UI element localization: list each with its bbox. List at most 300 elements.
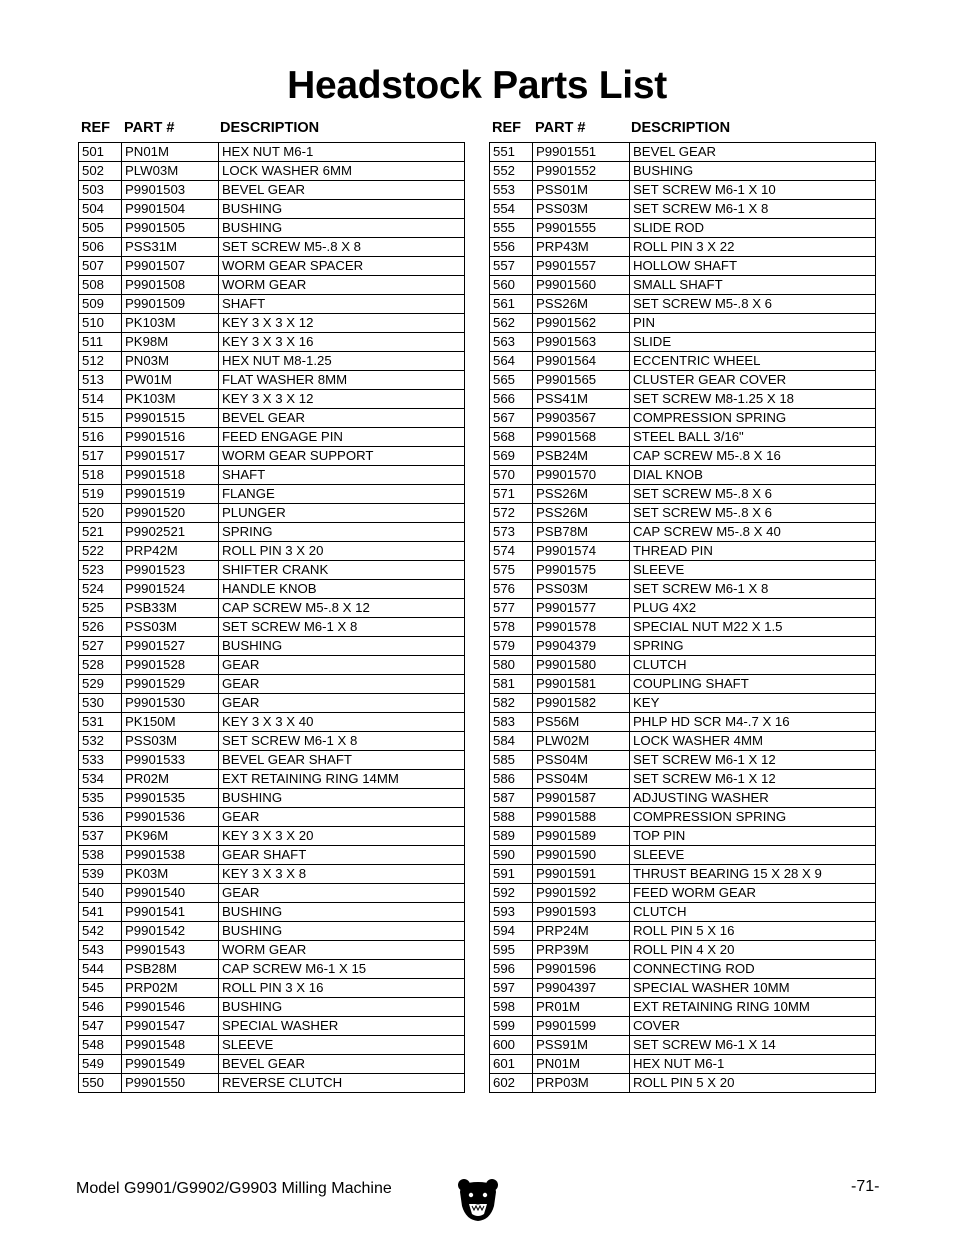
part-number-cell: P9901541 — [122, 903, 219, 922]
part-number-cell: P9901589 — [533, 827, 630, 846]
part-number-cell: P9901516 — [122, 428, 219, 447]
part-number-cell: P9901530 — [122, 694, 219, 713]
part-number-cell: P9901540 — [122, 884, 219, 903]
ref-cell: 547 — [79, 1017, 122, 1036]
table-row — [79, 466, 465, 485]
table-row — [490, 181, 876, 200]
part-number-cell: PRP02M — [122, 979, 219, 998]
part-number-cell: P9901533 — [122, 751, 219, 770]
part-number-cell: P9901557 — [533, 257, 630, 276]
description-cell: KEY 3 X 3 X 20 — [219, 827, 465, 846]
table-row — [79, 352, 465, 371]
ref-cell: 541 — [79, 903, 122, 922]
part-number-cell: P9901570 — [533, 466, 630, 485]
part-number-cell: PRP03M — [533, 1074, 630, 1093]
table-row — [490, 922, 876, 941]
ref-cell: 584 — [490, 732, 533, 751]
ref-cell: 546 — [79, 998, 122, 1017]
table-row — [490, 523, 876, 542]
description-cell: SHAFT — [219, 466, 465, 485]
description-cell: CLUTCH — [630, 903, 876, 922]
page-title: Headstock Parts List — [287, 64, 667, 107]
part-number-cell: PSB33M — [122, 599, 219, 618]
table-row — [490, 675, 876, 694]
ref-cell: 590 — [490, 846, 533, 865]
ref-cell: 587 — [490, 789, 533, 808]
table-row — [79, 295, 465, 314]
parts-column-right — [489, 116, 876, 1093]
table-row — [79, 827, 465, 846]
description-cell: SLEEVE — [630, 561, 876, 580]
description-cell: GEAR — [219, 675, 465, 694]
ref-cell: 518 — [79, 466, 122, 485]
part-number-cell: P9901546 — [122, 998, 219, 1017]
table-row — [79, 618, 465, 637]
part-number-cell: P9901529 — [122, 675, 219, 694]
description-cell: LOCK WASHER 6MM — [219, 162, 465, 181]
table-row — [490, 751, 876, 770]
ref-cell: 525 — [79, 599, 122, 618]
ref-cell: 535 — [79, 789, 122, 808]
description-cell: SET SCREW M6-1 X 14 — [630, 1036, 876, 1055]
description-cell: SET SCREW M6-1 X 8 — [219, 618, 465, 637]
description-cell: ROLL PIN 3 X 22 — [630, 238, 876, 257]
table-row — [79, 732, 465, 751]
ref-cell: 555 — [490, 219, 533, 238]
ref-cell: 522 — [79, 542, 122, 561]
part-number-cell: P9901565 — [533, 371, 630, 390]
description-cell: COMPRESSION SPRING — [630, 409, 876, 428]
description-cell: ROLL PIN 3 X 20 — [219, 542, 465, 561]
ref-cell: 513 — [79, 371, 122, 390]
table-header — [489, 116, 876, 142]
description-cell: PHLP HD SCR M4-.7 X 16 — [630, 713, 876, 732]
table-row — [490, 314, 876, 333]
table-row — [490, 979, 876, 998]
part-number-cell: P9903567 — [533, 409, 630, 428]
description-cell: THREAD PIN — [630, 542, 876, 561]
table-row — [490, 428, 876, 447]
description-cell: GEAR — [219, 884, 465, 903]
ref-cell: 588 — [490, 808, 533, 827]
ref-cell: 514 — [79, 390, 122, 409]
part-number-cell: P9901509 — [122, 295, 219, 314]
part-number-cell: PSS03M — [533, 580, 630, 599]
description-cell: LOCK WASHER 4MM — [630, 732, 876, 751]
part-number-cell: PN03M — [122, 352, 219, 371]
description-cell: BUSHING — [219, 903, 465, 922]
part-number-cell: P9901503 — [122, 181, 219, 200]
part-number-cell: P9901582 — [533, 694, 630, 713]
description-cell: FLANGE — [219, 485, 465, 504]
ref-cell: 552 — [490, 162, 533, 181]
description-cell: SET SCREW M6-1 X 10 — [630, 181, 876, 200]
description-cell: KEY 3 X 3 X 12 — [219, 390, 465, 409]
header-description: DESCRIPTION — [220, 120, 320, 136]
part-number-cell: P9901543 — [122, 941, 219, 960]
table-row — [490, 219, 876, 238]
description-cell: WORM GEAR SUPPORT — [219, 447, 465, 466]
ref-cell: 562 — [490, 314, 533, 333]
table-row — [79, 219, 465, 238]
ref-cell: 582 — [490, 694, 533, 713]
part-number-cell: PK96M — [122, 827, 219, 846]
table-row — [490, 542, 876, 561]
description-cell: TOP PIN — [630, 827, 876, 846]
table-row — [79, 409, 465, 428]
description-cell: REVERSE CLUTCH — [219, 1074, 465, 1093]
ref-cell: 577 — [490, 599, 533, 618]
table-row — [79, 504, 465, 523]
ref-cell: 571 — [490, 485, 533, 504]
part-number-cell: P9901599 — [533, 1017, 630, 1036]
description-cell: WORM GEAR SPACER — [219, 257, 465, 276]
description-cell: CAP SCREW M5-.8 X 40 — [630, 523, 876, 542]
table-row — [490, 637, 876, 656]
part-number-cell: P9901562 — [533, 314, 630, 333]
part-number-cell: PK150M — [122, 713, 219, 732]
ref-cell: 515 — [79, 409, 122, 428]
part-number-cell: P9901592 — [533, 884, 630, 903]
description-cell: BEVEL GEAR — [219, 1055, 465, 1074]
ref-cell: 533 — [79, 751, 122, 770]
part-number-cell: PSS26M — [533, 295, 630, 314]
table-row — [79, 1017, 465, 1036]
table-row — [79, 884, 465, 903]
part-number-cell: P9901590 — [533, 846, 630, 865]
ref-cell: 502 — [79, 162, 122, 181]
ref-cell: 534 — [79, 770, 122, 789]
parts-table-right — [489, 142, 876, 1093]
table-row — [490, 561, 876, 580]
ref-cell: 580 — [490, 656, 533, 675]
table-row — [79, 922, 465, 941]
part-number-cell: PSS91M — [533, 1036, 630, 1055]
description-cell: SPRING — [630, 637, 876, 656]
description-cell: COUPLING SHAFT — [630, 675, 876, 694]
table-row — [490, 732, 876, 751]
part-number-cell: PSB24M — [533, 447, 630, 466]
ref-cell: 548 — [79, 1036, 122, 1055]
part-number-cell: P9904397 — [533, 979, 630, 998]
description-cell: SET SCREW M8-1.25 X 18 — [630, 390, 876, 409]
description-cell: GEAR — [219, 656, 465, 675]
ref-cell: 599 — [490, 1017, 533, 1036]
part-number-cell: PSS01M — [533, 181, 630, 200]
table-row — [490, 485, 876, 504]
ref-cell: 543 — [79, 941, 122, 960]
table-header — [78, 116, 465, 142]
part-number-cell: P9901523 — [122, 561, 219, 580]
part-number-cell: P9901528 — [122, 656, 219, 675]
table-row — [490, 371, 876, 390]
description-cell: BUSHING — [219, 200, 465, 219]
description-cell: FEED ENGAGE PIN — [219, 428, 465, 447]
description-cell: CAP SCREW M5-.8 X 12 — [219, 599, 465, 618]
ref-cell: 563 — [490, 333, 533, 352]
ref-cell: 550 — [79, 1074, 122, 1093]
part-number-cell: P9901504 — [122, 200, 219, 219]
description-cell: SET SCREW M6-1 X 8 — [630, 580, 876, 599]
table-row — [79, 447, 465, 466]
table-row — [490, 903, 876, 922]
description-cell: CLUSTER GEAR COVER — [630, 371, 876, 390]
part-number-cell: P9901560 — [533, 276, 630, 295]
ref-cell: 568 — [490, 428, 533, 447]
description-cell: SET SCREW M5-.8 X 6 — [630, 295, 876, 314]
part-number-cell: PSS26M — [533, 504, 630, 523]
ref-cell: 593 — [490, 903, 533, 922]
table-row — [490, 599, 876, 618]
part-number-cell: PK98M — [122, 333, 219, 352]
description-cell: PIN — [630, 314, 876, 333]
description-cell: SHAFT — [219, 295, 465, 314]
table-row — [490, 200, 876, 219]
table-row — [79, 238, 465, 257]
description-cell: KEY 3 X 3 X 16 — [219, 333, 465, 352]
table-row — [79, 1074, 465, 1093]
ref-cell: 578 — [490, 618, 533, 637]
description-cell: BEVEL GEAR — [219, 409, 465, 428]
table-row — [490, 884, 876, 903]
part-number-cell: P9901515 — [122, 409, 219, 428]
ref-cell: 511 — [79, 333, 122, 352]
description-cell: BUSHING — [219, 219, 465, 238]
ref-cell: 598 — [490, 998, 533, 1017]
table-row — [79, 257, 465, 276]
description-cell: KEY 3 X 3 X 12 — [219, 314, 465, 333]
description-cell: BUSHING — [630, 162, 876, 181]
ref-cell: 549 — [79, 1055, 122, 1074]
table-row — [79, 428, 465, 447]
description-cell: PLUNGER — [219, 504, 465, 523]
ref-cell: 530 — [79, 694, 122, 713]
part-number-cell: P9901550 — [122, 1074, 219, 1093]
part-number-cell: PSS41M — [533, 390, 630, 409]
table-row — [79, 979, 465, 998]
ref-cell: 517 — [79, 447, 122, 466]
table-row — [490, 333, 876, 352]
ref-cell: 544 — [79, 960, 122, 979]
description-cell: EXT RETAINING RING 14MM — [219, 770, 465, 789]
table-row — [79, 656, 465, 675]
description-cell: PLUG 4X2 — [630, 599, 876, 618]
ref-cell: 602 — [490, 1074, 533, 1093]
description-cell: DIAL KNOB — [630, 466, 876, 485]
ref-cell: 554 — [490, 200, 533, 219]
part-number-cell: PSS03M — [533, 200, 630, 219]
description-cell: HOLLOW SHAFT — [630, 257, 876, 276]
part-number-cell: PN01M — [533, 1055, 630, 1074]
part-number-cell: P9901593 — [533, 903, 630, 922]
table-row — [490, 295, 876, 314]
table-row — [490, 276, 876, 295]
description-cell: STEEL BALL 3/16" — [630, 428, 876, 447]
description-cell: BUSHING — [219, 998, 465, 1017]
ref-cell: 519 — [79, 485, 122, 504]
ref-cell: 579 — [490, 637, 533, 656]
ref-cell: 516 — [79, 428, 122, 447]
table-row — [490, 618, 876, 637]
part-number-cell: P9901547 — [122, 1017, 219, 1036]
description-cell: CAP SCREW M6-1 X 15 — [219, 960, 465, 979]
description-cell: HEX NUT M6-1 — [630, 1055, 876, 1074]
table-row — [79, 770, 465, 789]
part-number-cell: P9904379 — [533, 637, 630, 656]
ref-cell: 594 — [490, 922, 533, 941]
ref-cell: 542 — [79, 922, 122, 941]
ref-cell: 509 — [79, 295, 122, 314]
ref-cell: 526 — [79, 618, 122, 637]
table-row — [79, 808, 465, 827]
part-number-cell: P9901551 — [533, 143, 630, 162]
table-row — [490, 846, 876, 865]
ref-cell: 596 — [490, 960, 533, 979]
part-number-cell: PRP43M — [533, 238, 630, 257]
part-number-cell: P9901564 — [533, 352, 630, 371]
part-number-cell: PSS31M — [122, 238, 219, 257]
table-row — [490, 808, 876, 827]
part-number-cell: P9901578 — [533, 618, 630, 637]
table-row — [490, 352, 876, 371]
part-number-cell: P9901581 — [533, 675, 630, 694]
description-cell: SLEEVE — [219, 1036, 465, 1055]
ref-cell: 540 — [79, 884, 122, 903]
table-row — [490, 789, 876, 808]
table-row — [79, 675, 465, 694]
table-row — [79, 580, 465, 599]
ref-cell: 539 — [79, 865, 122, 884]
description-cell: BEVEL GEAR SHAFT — [219, 751, 465, 770]
part-number-cell: PSS03M — [122, 732, 219, 751]
table-row — [490, 580, 876, 599]
table-row — [79, 542, 465, 561]
description-cell: ROLL PIN 5 X 16 — [630, 922, 876, 941]
part-number-cell: P9901527 — [122, 637, 219, 656]
part-number-cell: PLW02M — [533, 732, 630, 751]
description-cell: ROLL PIN 3 X 16 — [219, 979, 465, 998]
description-cell: WORM GEAR — [219, 276, 465, 295]
ref-cell: 528 — [79, 656, 122, 675]
part-number-cell: P9901508 — [122, 276, 219, 295]
description-cell: KEY — [630, 694, 876, 713]
table-row — [79, 1036, 465, 1055]
table-row — [490, 504, 876, 523]
description-cell: FLAT WASHER 8MM — [219, 371, 465, 390]
description-cell: SLEEVE — [630, 846, 876, 865]
table-row — [79, 998, 465, 1017]
description-cell: SPECIAL WASHER 10MM — [630, 979, 876, 998]
description-cell: BUSHING — [219, 922, 465, 941]
header-part: PART # — [124, 120, 175, 136]
ref-cell: 595 — [490, 941, 533, 960]
ref-cell: 538 — [79, 846, 122, 865]
description-cell: KEY 3 X 3 X 40 — [219, 713, 465, 732]
description-cell: SET SCREW M6-1 X 8 — [630, 200, 876, 219]
table-row — [490, 390, 876, 409]
description-cell: SPECIAL WASHER — [219, 1017, 465, 1036]
ref-cell: 551 — [490, 143, 533, 162]
part-number-cell: P9901580 — [533, 656, 630, 675]
part-number-cell: P9901552 — [533, 162, 630, 181]
ref-cell: 560 — [490, 276, 533, 295]
ref-cell: 520 — [79, 504, 122, 523]
part-number-cell: PRP39M — [533, 941, 630, 960]
description-cell: SET SCREW M6-1 X 12 — [630, 770, 876, 789]
ref-cell: 506 — [79, 238, 122, 257]
description-cell: SLIDE ROD — [630, 219, 876, 238]
header-part: PART # — [535, 120, 586, 136]
ref-cell: 536 — [79, 808, 122, 827]
table-row — [490, 143, 876, 162]
ref-cell: 501 — [79, 143, 122, 162]
part-number-cell: P9901574 — [533, 542, 630, 561]
description-cell: THRUST BEARING 15 X 28 X 9 — [630, 865, 876, 884]
ref-cell: 564 — [490, 352, 533, 371]
description-cell: COVER — [630, 1017, 876, 1036]
description-cell: BUSHING — [219, 789, 465, 808]
table-row — [79, 599, 465, 618]
part-number-cell: PSS26M — [533, 485, 630, 504]
part-number-cell: P9901542 — [122, 922, 219, 941]
description-cell: BEVEL GEAR — [219, 181, 465, 200]
ref-cell: 505 — [79, 219, 122, 238]
part-number-cell: P9901517 — [122, 447, 219, 466]
footer-model: Model G9901/G9902/G9903 Milling Machine — [76, 1180, 392, 1197]
description-cell: ROLL PIN 4 X 20 — [630, 941, 876, 960]
table-row — [79, 200, 465, 219]
table-row — [490, 1074, 876, 1093]
description-cell: BUSHING — [219, 637, 465, 656]
ref-cell: 529 — [79, 675, 122, 694]
part-number-cell: P9901563 — [533, 333, 630, 352]
table-row — [490, 865, 876, 884]
ref-cell: 572 — [490, 504, 533, 523]
table-row — [79, 371, 465, 390]
description-cell: SET SCREW M5-.8 X 6 — [630, 485, 876, 504]
description-cell: SHIFTER CRANK — [219, 561, 465, 580]
part-number-cell: PSS04M — [533, 770, 630, 789]
ref-cell: 565 — [490, 371, 533, 390]
description-cell: SLIDE — [630, 333, 876, 352]
description-cell: SET SCREW M6-1 X 8 — [219, 732, 465, 751]
part-number-cell: PK103M — [122, 390, 219, 409]
description-cell: HEX NUT M6-1 — [219, 143, 465, 162]
ref-cell: 561 — [490, 295, 533, 314]
table-row — [79, 143, 465, 162]
table-row — [79, 314, 465, 333]
description-cell: CLUTCH — [630, 656, 876, 675]
ref-cell: 581 — [490, 675, 533, 694]
table-row — [490, 941, 876, 960]
ref-cell: 586 — [490, 770, 533, 789]
part-number-cell: PK103M — [122, 314, 219, 333]
part-number-cell: P9901535 — [122, 789, 219, 808]
table-row — [79, 751, 465, 770]
description-cell: HEX NUT M8-1.25 — [219, 352, 465, 371]
part-number-cell: PN01M — [122, 143, 219, 162]
part-number-cell: PSS03M — [122, 618, 219, 637]
description-cell: COMPRESSION SPRING — [630, 808, 876, 827]
table-row — [79, 941, 465, 960]
ref-cell: 589 — [490, 827, 533, 846]
header-ref: REF — [81, 120, 110, 136]
table-row — [79, 1055, 465, 1074]
description-cell: SMALL SHAFT — [630, 276, 876, 295]
part-number-cell: P9901577 — [533, 599, 630, 618]
table-row — [490, 257, 876, 276]
part-number-cell: P9901548 — [122, 1036, 219, 1055]
